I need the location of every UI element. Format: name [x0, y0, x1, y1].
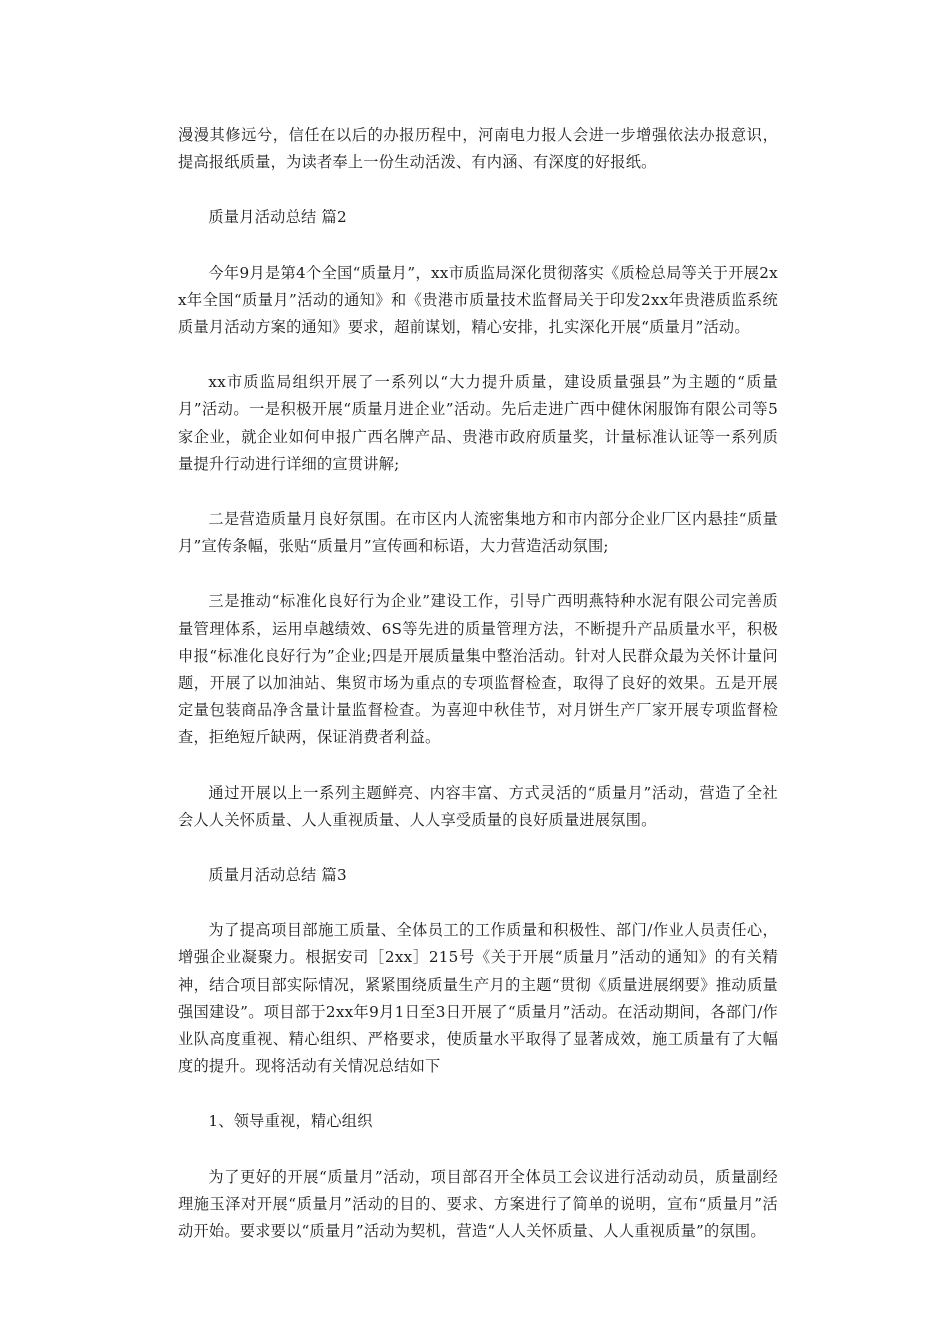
document-page [178, 122, 778, 1273]
paragraph: 三是推动“标准化良好行为企业”建设工作，引导广西明燕特种水泥有限公司完善质量管理体系，运用卓越绩效、6S等先进的质量管理方法，不断提升产品质量水平，积极申报“标准化良好行为”企业;四是开展质量集中整治活动。针对人民群众最为关怀计量问题，开展了以加油站、集贸市场为重点的专项监督检查，取得了良好的效果。五是开展定量包装商品净含量计量监督检查。为喜迎中秋佳节，对月饼生产厂家开展专项监督检查，拒绝短斤缺两，保证消费者利益。 [178, 592, 778, 747]
paragraph: 今年9月是第4个全国“质量月”，xx市质监局深化贯彻落实《质检总局等关于开展2xx年全国“质量月”活动的通知》和《贵港市质量技术监督局关于印发2xx年贵港质监系统质量月活动方案的通知》要求，超前谋划，精心安排，扎实深化开展“质量月”活动。 [178, 263, 778, 337]
paragraph-intro-continuation: 漫漫其修远兮，信任在以后的办报历程中，河南电力报人会进一步增强依法办报意识，提高报纸质量，为读者奉上一份生动活泼、有内涵、有深度的好报纸。 [178, 126, 778, 172]
section-heading-part-3: 质量月活动总结 篇3 [208, 866, 347, 885]
paragraph: 二是营造质量月良好氛围。在市区内人流密集地方和市内部分企业厂区内悬挂“质量月”宣传条幅，张贴“质量月”宣传画和标语，大力营造活动氛围; [178, 510, 778, 556]
paragraph: 为了更好的开展“质量月”活动，项目部召开全体员工会议进行活动动员，质量副经理施玉泽对开展“质量月”活动的目的、要求、方案进行了简单的说明，宣布“质量月”活动开始。要求要以“质量月”活动为契机，营造“人人关怀质量、人人重视质量”的氛围。 [178, 1167, 778, 1241]
subsection-heading: 1、领导重视，精心组织 [208, 1112, 373, 1131]
paragraph: 为了提高项目部施工质量、全体员工的工作质量和积极性、部门/作业人员责任心，增强企业凝聚力。根据安司［2xx］215号《关于开展“质量月”活动的通知》的有关精神，结合项目部实际情况，紧紧围绕质量生产月的主题“贯彻《质量进展纲要》推动质量强国建设”。项目部于2xx年9月1日至3日开展了“质量月”活动。在活动期间，各部门/作业队高度重视、精心组织、严格要求，使质量水平取得了显著成效，施工质量有了大幅度的提升。现将活动有关情况总结如下 [178, 921, 778, 1076]
section-heading-part-2: 质量月活动总结 篇2 [208, 208, 347, 227]
paragraph: 通过开展以上一系列主题鲜亮、内容丰富、方式灵活的“质量月”活动，营造了全社会人人关怀质量、人人重视质量、人人享受质量的良好质量进展氛围。 [178, 783, 778, 829]
paragraph: xx市质监局组织开展了一系列以“大力提升质量，建设质量强县”为主题的“质量月”活动。一是积极开展“质量月进企业”活动。先后走进广西中健休闲服饰有限公司等5家企业，就企业如何申报广西名牌产品、贵港市政府质量奖，计量标准认证等一系列质量提升行动进行详细的宣贯讲解; [178, 373, 778, 473]
